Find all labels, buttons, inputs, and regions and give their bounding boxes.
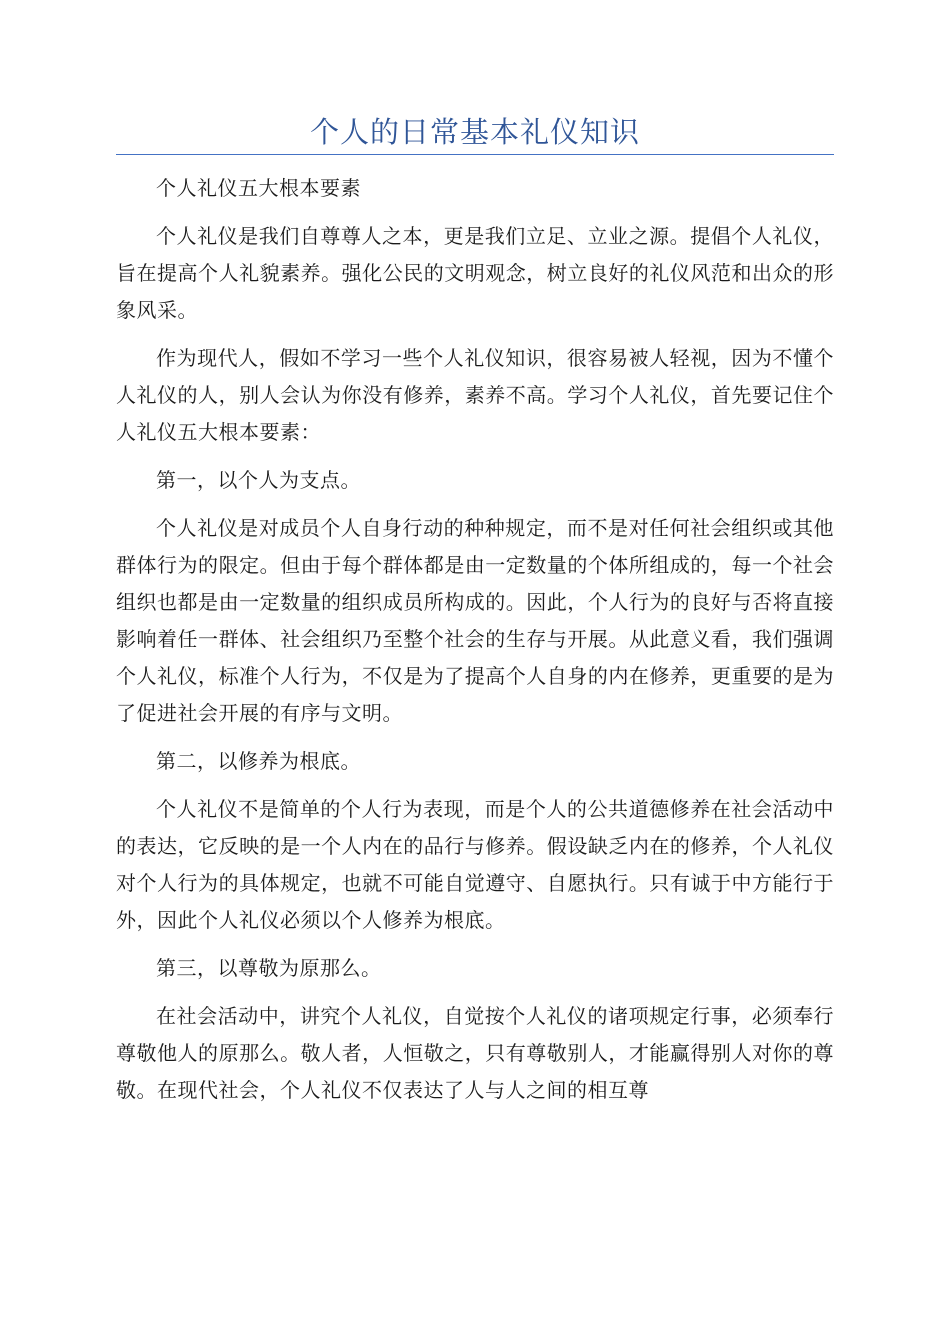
document-title: 个人的日常基本礼仪知识	[309, 115, 640, 149]
paragraph-modern-people: 作为现代人，假如不学习一些个人礼仪知识，很容易被人轻视，因为不懂个人礼仪的人，别人会认为你没有修养，素养不高。学习个人礼仪，首先要记住个人礼仪五大根本要素：	[116, 346, 834, 444]
document-body	[116, 170, 834, 1120]
point-heading-first: 第一，以个人为支点。	[156, 468, 361, 492]
title-underline	[116, 154, 834, 155]
section-heading-elements: 个人礼仪五大根本要素	[156, 176, 361, 200]
point-heading-third: 第三，以尊敬为原那么。	[156, 956, 382, 980]
paragraph-first: 个人礼仪是对成员个人自身行动的种种规定，而不是对任何社会组织或其他群体行为的限定。但由于每个群体都是由一定数量的个体所组成的，每一个社会组织也都是由一定数量的组织成员所构成的。因此，个人行为的良好与否将直接影响着任一群体、社会组织乃至整个社会的生存与开展。从此意义看，我们强调个人礼仪，标准个人行为，不仅是为了提高个人自身的内在修养，更重要的是为了促进社会开展的有序与文明。	[116, 516, 834, 725]
paragraph-third: 在社会活动中，讲究个人礼仪，自觉按个人礼仪的诸项规定行事，必须奉行尊敬他人的原那么。敬人者，人恒敬之，只有尊敬别人，才能赢得别人对你的尊敬。在现代社会，个人礼仪不仅表达了人与人之间的相互尊	[116, 1004, 834, 1102]
point-heading-second: 第二，以修养为根底。	[156, 749, 361, 773]
paragraph-intro: 个人礼仪是我们自尊尊人之本，更是我们立足、立业之源。提倡个人礼仪，旨在提高个人礼貌素养。强化公民的文明观念，树立良好的礼仪风范和出众的形象风采。	[116, 224, 834, 322]
paragraph-second: 个人礼仪不是简单的个人行为表现，而是个人的公共道德修养在社会活动中的表达，它反映的是一个人内在的品行与修养。假设缺乏内在的修养，个人礼仪对个人行为的具体规定，也就不可能自觉遵守、自愿执行。只有诚于中方能行于外，因此个人礼仪必须以个人修养为根底。	[116, 797, 834, 932]
